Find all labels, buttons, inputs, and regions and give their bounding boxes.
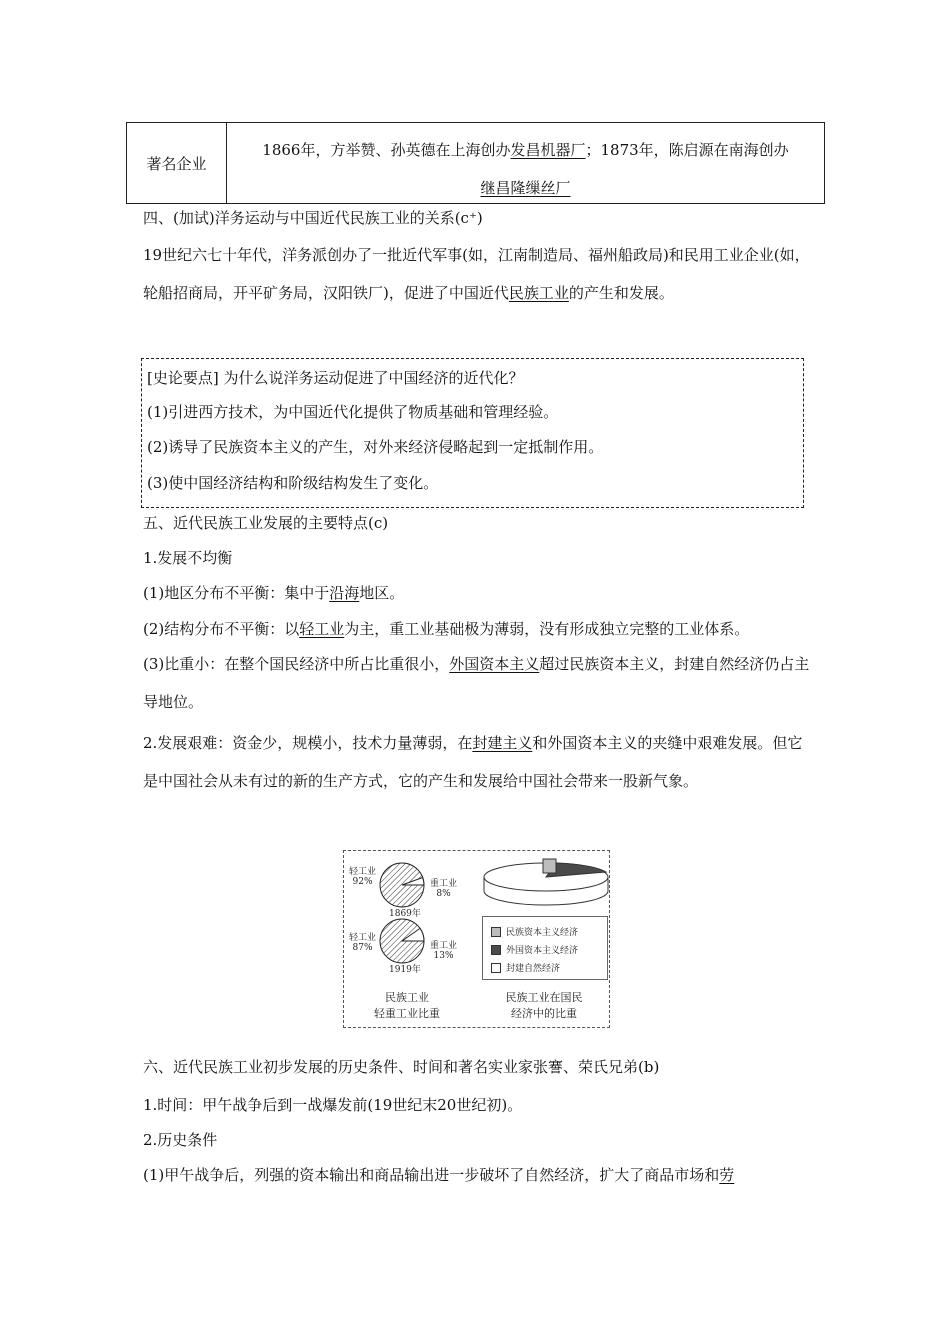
figure-caption-right: 民族工业在国民 经济中的比重	[505, 991, 583, 1020]
pie-1869	[380, 863, 424, 907]
underlined-term: 沿海	[329, 584, 360, 602]
legend-item-national: 民族资本主义经济	[491, 925, 578, 938]
para-text: 为主，重工业基础极为薄弱，没有形成独立完整的工业体系。	[344, 620, 750, 638]
pie-1919-light-label: 轻工业 87%	[349, 933, 377, 953]
legend-swatch	[491, 945, 501, 955]
section-6-sub-1: 1.时间：甲午战争后到一战爆发前(19世纪末20世纪初)。	[143, 1096, 523, 1114]
legend-swatch	[491, 927, 501, 937]
key-points-box	[141, 358, 804, 508]
table-line-2	[227, 169, 824, 207]
section-6-sub-2: 2.历史条件	[143, 1131, 218, 1149]
section-6-item-1	[143, 1165, 734, 1185]
section-4-paragraph	[143, 236, 813, 312]
legend-item-feudal: 封建自然经济	[491, 961, 560, 974]
section-5-sub-2	[143, 724, 813, 800]
para-text: 2.发展艰难：资金少，规模小，技术力量薄弱，在	[143, 734, 473, 752]
figure-caption-left: 民族工业 轻重工业比重	[374, 991, 440, 1020]
section-5-item-2	[143, 619, 749, 639]
section-5-item-1	[143, 583, 404, 603]
underlined-term: 封建主义	[472, 734, 533, 752]
enterprise-table	[126, 122, 825, 204]
section-4-heading: 四、(加试)洋务运动与中国近代民族工业的关系(c⁺)	[143, 209, 483, 227]
underlined-term: 继昌隆缫丝厂	[480, 179, 571, 197]
legend-swatch	[491, 963, 501, 973]
section-6-heading: 六、近代民族工业初步发展的历史条件、时间和著名实业家张謇、荣氏兄弟(b)	[143, 1058, 660, 1076]
pie-1919-year: 1919年	[389, 965, 421, 975]
table-content-cell	[227, 123, 824, 203]
para-text: 的产生和发展。	[568, 284, 674, 302]
underlined-term: 发昌机器厂	[510, 141, 586, 159]
pie-1869-heavy-label: 重工业 8%	[430, 879, 458, 899]
para-text: 和外国资本主义的夹缝中艰难发展。但它是中国社会从未有过的新的生产方式，它的产生和发展给中国社会带来一股新气象。	[143, 734, 803, 790]
underlined-term: 劳	[719, 1166, 735, 1184]
pie-1919-heavy-label: 重工业 13%	[430, 941, 458, 961]
pie-1919	[380, 919, 424, 963]
economy-3d-pie	[484, 859, 608, 905]
para-text: (1)地区分布不平衡：集中于	[143, 584, 330, 602]
figure-legend	[482, 916, 608, 980]
pie-1869-light-label: 轻工业 92%	[349, 867, 377, 887]
para-text: (3)比重小：在整个国民经济中所占比重很小，	[143, 655, 450, 673]
pie-1869-year: 1869年	[389, 909, 421, 919]
key-point-2: (2)诱导了民族资本主义的产生，对外来经济侵略起到一定抵制作用。	[147, 438, 604, 456]
legend-item-foreign: 外国资本主义经济	[491, 943, 578, 956]
para-text: 地区。	[359, 584, 405, 602]
para-text: (2)结构分布不平衡：以	[143, 620, 300, 638]
underlined-term: 民族工业	[508, 284, 569, 302]
table-label-cell	[127, 123, 227, 203]
para-text: 19世纪六七十年代，洋务派创办了一批近代军事(如，江南制造局、福州船政局)和民用工业企业(如，轮船招商局，开平矿务局，汉阳铁厂)，促进了中国近代	[143, 246, 810, 302]
underlined-term: 外国资本主义	[449, 655, 540, 673]
section-5-sub-1: 1.发展不均衡	[143, 549, 233, 567]
industry-figure	[343, 850, 610, 1028]
table-label: 著名企业	[146, 154, 207, 173]
key-point-3: (3)使中国经济结构和阶级结构发生了变化。	[147, 474, 439, 492]
table-line-1	[227, 131, 824, 169]
section-5-item-3	[143, 645, 813, 721]
table-text: 1866年，方举赞、孙英德在上海创办	[262, 141, 511, 159]
underlined-term: 轻工业	[299, 620, 345, 638]
section-5-heading: 五、近代民族工业发展的主要特点(c)	[143, 514, 389, 532]
key-point-1: (1)引进西方技术，为中国近代化提供了物质基础和管理经验。	[147, 403, 559, 421]
key-points-title: [史论要点] 为什么说洋务运动促进了中国经济的近代化？	[147, 369, 524, 387]
national-capital-slice	[543, 859, 556, 873]
para-text: 超过民族资本主义，封建自然经济仍占主导地位。	[143, 655, 810, 711]
para-text: (1)甲午战争后，列强的资本输出和商品输出进一步破坏了自然经济，扩大了商品市场和	[143, 1166, 720, 1184]
table-text: ；1873年，陈启源在南海创办	[585, 141, 789, 159]
